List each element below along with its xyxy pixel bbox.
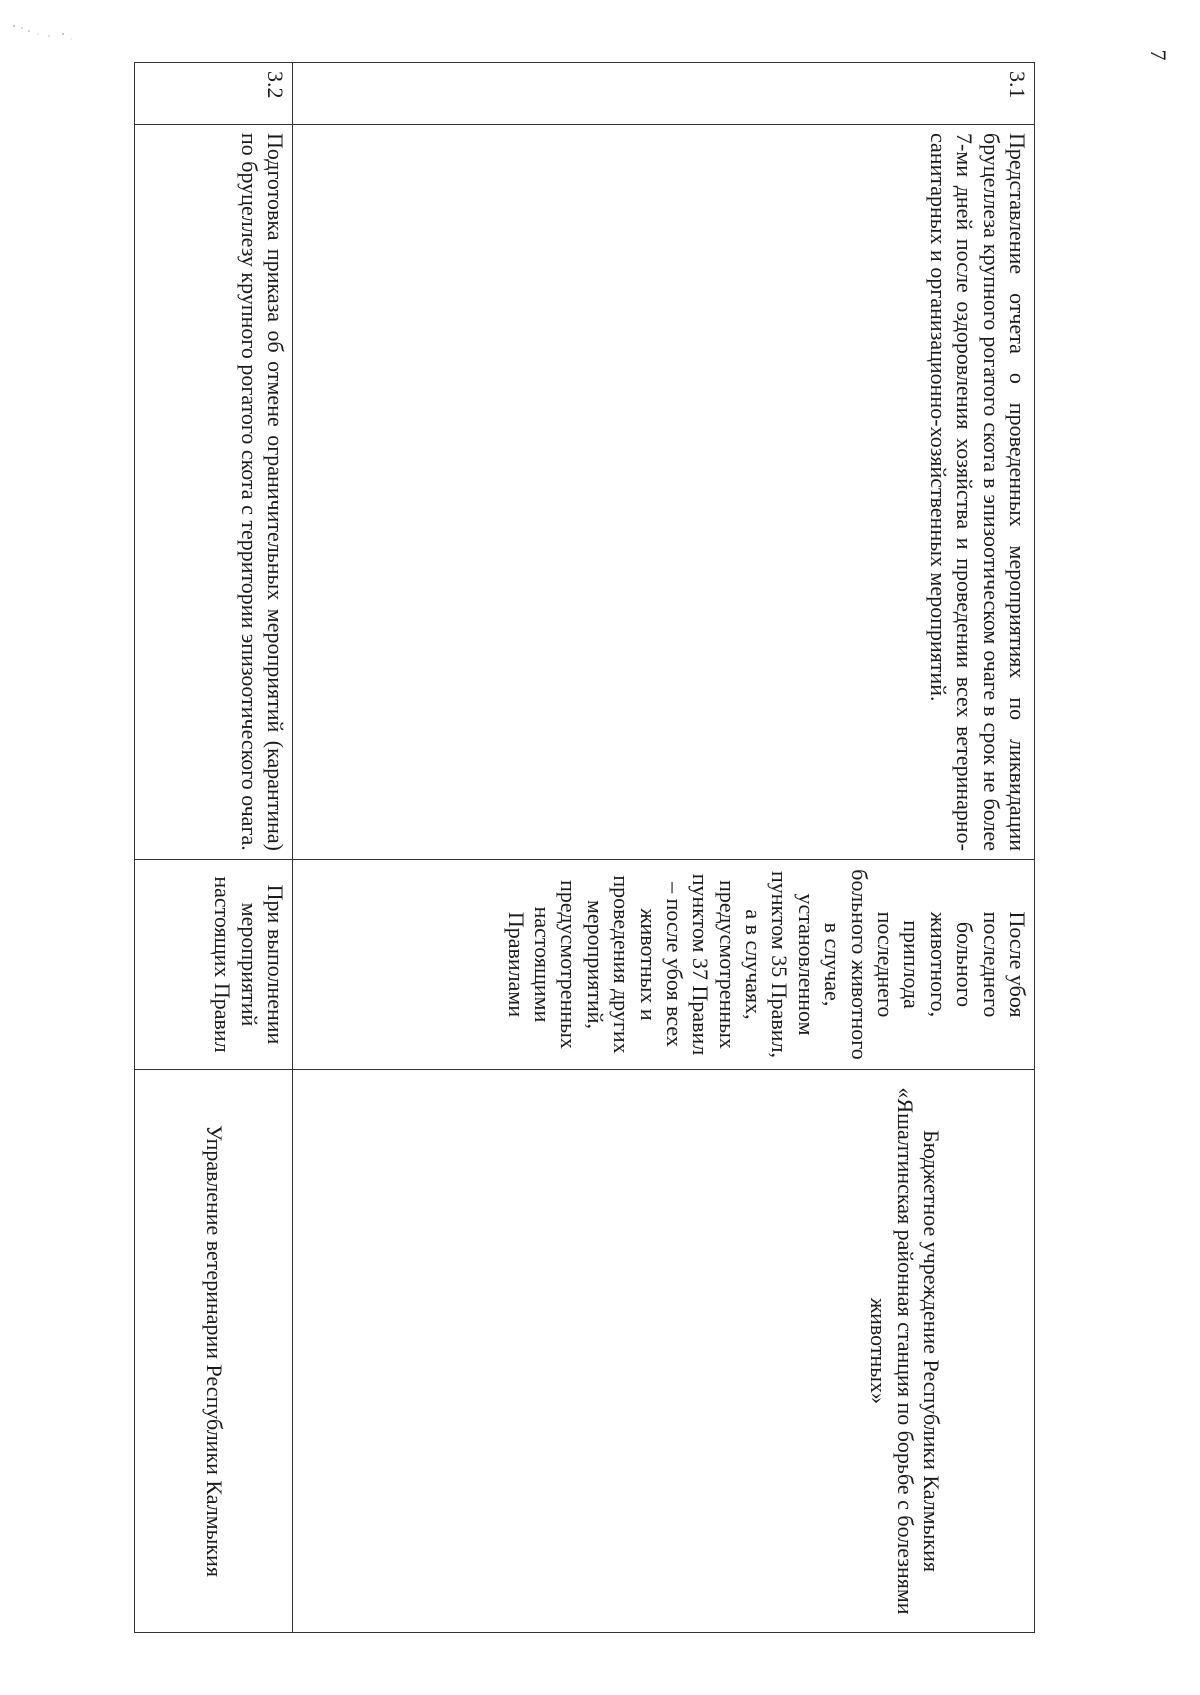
table-row (135, 63, 293, 1633)
measures-table (134, 62, 1035, 1633)
row-number: 3.1 (293, 63, 1035, 125)
measure-term: При выполнении мероприятий настоящих Правил (135, 860, 293, 1070)
responsible-organization: Бюджетное учреждение Республики Калмыкия «Яшалтинская районная станция по борьбе с болезнями животных» (293, 1070, 1035, 1633)
table-row (293, 63, 1035, 1633)
scan-artifact (8, 22, 88, 42)
responsible-organization: Управление ветеринарии Республики Калмыкия (135, 1070, 293, 1633)
measure-term: После убоя последнего больного животного, приплода последнего больного животного в случае, установленном пунктом 35 Правил, а в случаях, предусмотренных пунктом 37 Правил – после убоя всех животных и проведения других мероприятий, предусмотренных настоящими Правилами (293, 860, 1035, 1070)
measure-description: Подготовка приказа об отмене ограничительных мероприятий (карантина) по бруцеллезу крупного рогатого скота с территории эпизоотического очага. (135, 125, 293, 860)
page-number: 7 (1146, 49, 1171, 61)
rotated-landscape-page (135, 62, 1035, 1632)
measure-description: Представление отчета о проведенных мероприятиях по ликвидации бруцеллеза крупного рогатого скота в эпизоотическом очаге в срок не более 7-ми дней после оздоровления хозяйства и проведении всех ветеринарно-санитарных и организационно-хозяйственных мероприятий. (293, 125, 1035, 860)
row-number: 3.2 (135, 63, 293, 125)
